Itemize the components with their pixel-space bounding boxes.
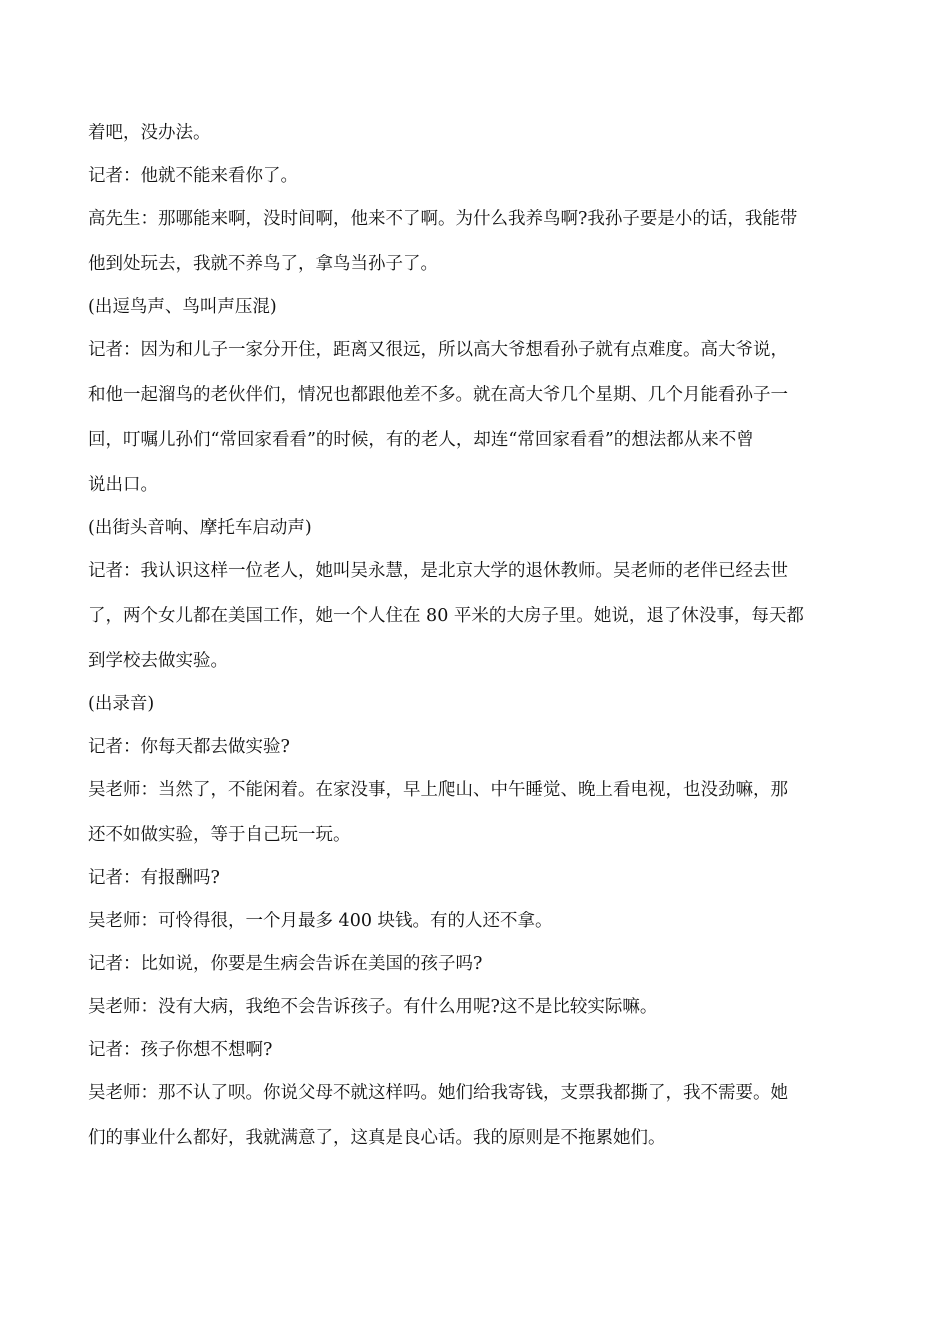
text-line: (出街头音响、摩托车启动声) xyxy=(88,518,312,538)
text-line: 吴老师：那不认了呗。你说父母不就这样吗。她们给我寄钱，支票我都撕了，我不需要。她 xyxy=(88,1083,788,1103)
text-line: (出录音) xyxy=(88,694,155,714)
text-line: 吴老师：当然了，不能闲着。在家没事，早上爬山、中午睡觉、晚上看电视，也没劲嘛，那 xyxy=(88,780,788,800)
text-line: 记者：我认识这样一位老人，她叫吴永慧，是北京大学的退休教师。吴老师的老伴已经去世 xyxy=(88,561,788,581)
text-line: 记者：因为和儿子一家分开住，距离又很远，所以高大爷想看孙子就有点难度。高大爷说， xyxy=(88,340,788,360)
text-line: 到学校去做实验。 xyxy=(88,651,228,671)
text-line: 高先生：那哪能来啊，没时间啊，他来不了啊。为什么我养鸟啊?我孙子要是小的话，我能带 xyxy=(88,209,798,229)
text-line: 说出口。 xyxy=(88,475,158,495)
text-line: 回，叮嘱儿孙们“常回家看看”的时候，有的老人，却连“常回家看看”的想法都从来不曾 xyxy=(88,430,754,450)
text-line: 吴老师：没有大病，我绝不会告诉孩子。有什么用呢?这不是比较实际嘛。 xyxy=(88,997,658,1017)
text-line: 记者：有报酬吗? xyxy=(88,868,220,888)
text-line: (出逗鸟声、鸟叫声压混) xyxy=(88,297,277,317)
text-line: 他到处玩去，我就不养鸟了，拿鸟当孙子了。 xyxy=(88,254,438,274)
text-line: 吴老师：可怜得很，一个月最多 400 块钱。有的人还不拿。 xyxy=(88,911,553,931)
text-line: 记者：比如说，你要是生病会告诉在美国的孩子吗? xyxy=(88,954,483,974)
text-line: 记者：你每天都去做实验? xyxy=(88,737,290,757)
text-line: 和他一起溜鸟的老伙伴们，情况也都跟他差不多。就在高大爷几个星期、几个月能看孙子一 xyxy=(88,385,788,405)
text-line: 还不如做实验，等于自己玩一玩。 xyxy=(88,825,351,845)
text-line: 着吧，没办法。 xyxy=(88,123,211,143)
text-line: 们的事业什么都好，我就满意了，这真是良心话。我的原则是不拖累她们。 xyxy=(88,1128,666,1148)
text-line: 记者：他就不能来看你了。 xyxy=(88,166,298,186)
document-page xyxy=(88,114,863,1162)
text-line: 了，两个女儿都在美国工作，她一个人住在 80 平米的大房子里。她说，退了休没事，每天都 xyxy=(88,606,804,626)
text-line: 记者：孩子你想不想啊? xyxy=(88,1040,273,1060)
